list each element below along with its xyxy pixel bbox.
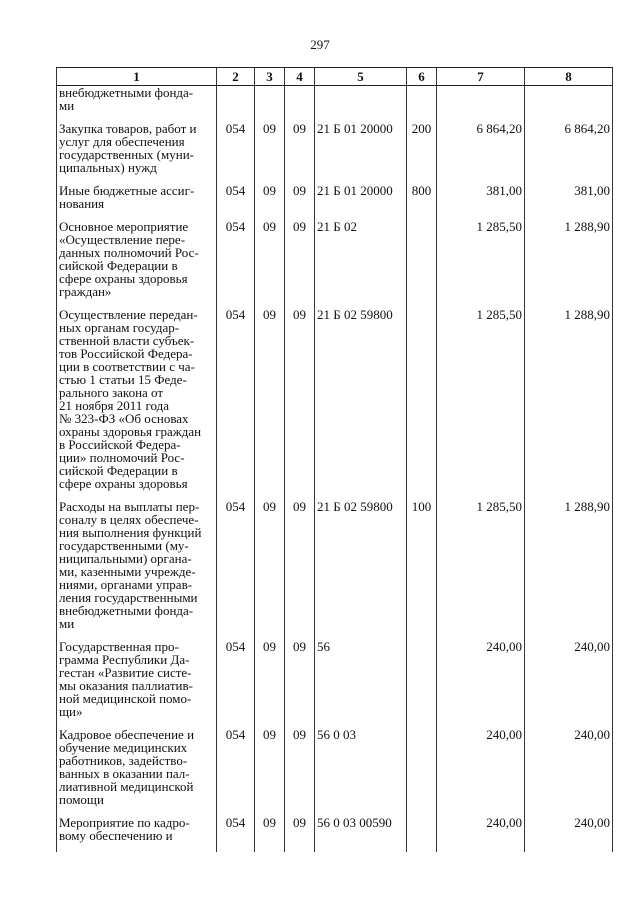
cell-name-line: сфере охраны здоровья [59, 271, 188, 286]
cell-amount-1: 381,00 [437, 184, 525, 210]
table-row [57, 184, 613, 210]
spacer-cell [407, 842, 437, 852]
cell-subsection: 09 [255, 816, 285, 842]
table-body [57, 86, 613, 853]
spacer-cell [407, 806, 437, 816]
cell-expense-type [407, 220, 437, 298]
cell-name-line: № 323-ФЗ «Об основах [59, 411, 189, 426]
cell-name-line: Государственная про- [59, 639, 179, 654]
spacer-cell [437, 842, 525, 852]
cell-name [57, 816, 217, 842]
cell-name-line: вому обеспечению и [59, 828, 173, 843]
cell-name-line: Иные бюджетные ассиг- [59, 183, 195, 198]
cell-subsection-2: 09 [285, 122, 315, 174]
cell-name-line: внебюджетными фонда- [59, 85, 194, 100]
cell-name-line: ми, казенными учрежде- [59, 564, 196, 579]
cell-subsection: 09 [255, 184, 285, 210]
cell-name-line: «Осуществление пере- [59, 232, 186, 247]
cell-amount-2: 1 288,90 [525, 500, 613, 630]
cell-name-line: рального закона от [59, 385, 164, 400]
cell-name-line: Расходы на выплаты пер- [59, 499, 200, 514]
cell-expense-type [407, 728, 437, 806]
cell-name-line: Закупка товаров, работ и [59, 121, 197, 136]
cell-amount-2: 381,00 [525, 184, 613, 210]
cell-name-line: помощи [59, 792, 104, 807]
cell-name [57, 728, 217, 806]
cell-target-code: 56 0 03 00590 [315, 816, 407, 842]
cell-section [217, 86, 255, 113]
cell-name-line: государственными (му- [59, 538, 189, 553]
cell-name-line: гестан «Развитие систе- [59, 665, 192, 680]
cell-subsection: 09 [255, 308, 285, 490]
cell-amount-1 [437, 86, 525, 113]
cell-subsection-2: 09 [285, 500, 315, 630]
header-col-1: 1 [57, 68, 217, 86]
cell-target-code: 21 Б 01 20000 [315, 184, 407, 210]
cell-name-line: ванных в оказании пал- [59, 766, 190, 781]
cell-name-line: ных органам государ- [59, 320, 180, 335]
spacer-cell [315, 842, 407, 852]
table-header [57, 68, 613, 86]
cell-name-line: обучение медицинских [59, 740, 188, 755]
cell-subsection [255, 86, 285, 113]
cell-name-line: ления государственными [59, 590, 198, 605]
cell-section: 054 [217, 122, 255, 174]
cell-name-line: нования [59, 196, 105, 211]
header-col-8: 8 [525, 68, 613, 86]
spacer-cell [525, 842, 613, 852]
page-number: 297 [310, 37, 330, 52]
cell-name-line: стью 1 статьи 15 Феде- [59, 372, 187, 387]
cell-subsection: 09 [255, 728, 285, 806]
cell-name-line: услуг для обеспечения [59, 134, 185, 149]
cell-name-line: ми [59, 98, 75, 113]
header-col-3: 3 [255, 68, 285, 86]
cell-section: 054 [217, 220, 255, 298]
cell-target-code: 21 Б 02 59800 [315, 308, 407, 490]
cell-name-line: данных полномочий Рос- [59, 245, 199, 260]
cell-name-line: 21 ноября 2011 года [59, 398, 170, 413]
row-spacer [57, 842, 613, 852]
cell-name-line: сийской Федерации в [59, 258, 178, 273]
cell-section: 054 [217, 184, 255, 210]
cell-name [57, 86, 217, 113]
cell-name [57, 220, 217, 298]
cell-name-line: тов Российской Федера- [59, 346, 193, 361]
cell-name-line: ципальных) нужд [59, 160, 157, 175]
cell-name-line: ции в соответствии с ча- [59, 359, 195, 374]
cell-name-line: работников, задейство- [59, 753, 188, 768]
cell-amount-2: 1 288,90 [525, 220, 613, 298]
cell-subsection-2: 09 [285, 220, 315, 298]
cell-name-line: ной медицинской помо- [59, 691, 192, 706]
table-row [57, 500, 613, 630]
cell-name [57, 122, 217, 174]
spacer-cell [407, 210, 437, 220]
cell-section: 054 [217, 640, 255, 718]
cell-name-line: ции» полномочий Рос- [59, 450, 185, 465]
cell-name-line: государственных (муни- [59, 147, 194, 162]
spacer-cell [255, 842, 285, 852]
cell-amount-2 [525, 86, 613, 113]
cell-subsection-2: 09 [285, 728, 315, 806]
cell-name-line: лиативной медицинской [59, 779, 194, 794]
cell-subsection-2: 09 [285, 308, 315, 490]
cell-amount-2: 6 864,20 [525, 122, 613, 174]
table-row [57, 728, 613, 806]
cell-name-line: граждан» [59, 284, 112, 299]
cell-name-line: ниципальными) органа- [59, 551, 192, 566]
cell-expense-type [407, 308, 437, 490]
cell-name-line: Мероприятие по кадро- [59, 815, 190, 830]
cell-name-line: сийской Федерации в [59, 463, 178, 478]
cell-amount-2: 240,00 [525, 728, 613, 806]
cell-name-line: мы оказания паллиатив- [59, 678, 193, 693]
header-col-7: 7 [437, 68, 525, 86]
table-row [57, 122, 613, 174]
cell-expense-type: 100 [407, 500, 437, 630]
cell-target-code: 56 [315, 640, 407, 718]
cell-subsection-2 [285, 86, 315, 113]
cell-name-line: ми [59, 616, 75, 631]
cell-name [57, 184, 217, 210]
cell-name-line: в Российской Федера- [59, 437, 181, 452]
spacer-cell [57, 842, 217, 852]
cell-amount-1: 1 285,50 [437, 308, 525, 490]
cell-expense-type [407, 640, 437, 718]
cell-target-code: 21 Б 02 [315, 220, 407, 298]
cell-expense-type [407, 816, 437, 842]
cell-name-line: Осуществление передан- [59, 307, 198, 322]
cell-amount-1: 240,00 [437, 728, 525, 806]
table-row [57, 86, 613, 113]
cell-subsection: 09 [255, 220, 285, 298]
cell-name-line: сфере охраны здоровья [59, 476, 188, 491]
budget-table [56, 67, 613, 852]
table-row [57, 308, 613, 490]
cell-subsection: 09 [255, 640, 285, 718]
table-row [57, 816, 613, 842]
cell-amount-1: 1 285,50 [437, 220, 525, 298]
header-col-2: 2 [217, 68, 255, 86]
spacer-cell [407, 298, 437, 308]
cell-subsection: 09 [255, 500, 285, 630]
cell-subsection: 09 [255, 122, 285, 174]
header-col-5: 5 [315, 68, 407, 86]
cell-subsection-2: 09 [285, 184, 315, 210]
cell-amount-2: 240,00 [525, 640, 613, 718]
cell-name-line: Основное мероприятие [59, 219, 189, 234]
cell-amount-2: 240,00 [525, 816, 613, 842]
cell-target-code [315, 86, 407, 113]
cell-name-line: Кадровое обеспечение и [59, 727, 195, 742]
cell-expense-type: 200 [407, 122, 437, 174]
cell-target-code: 56 0 03 [315, 728, 407, 806]
cell-amount-1: 240,00 [437, 640, 525, 718]
cell-name-line: ниями, органами управ- [59, 577, 193, 592]
cell-name [57, 308, 217, 490]
cell-amount-1: 6 864,20 [437, 122, 525, 174]
cell-amount-2: 1 288,90 [525, 308, 613, 490]
cell-name [57, 640, 217, 718]
cell-name-line: охраны здоровья граждан [59, 424, 202, 439]
cell-name-line: щи» [59, 704, 83, 719]
cell-target-code: 21 Б 02 59800 [315, 500, 407, 630]
cell-subsection-2: 09 [285, 640, 315, 718]
cell-section: 054 [217, 816, 255, 842]
cell-name-line: ния выполнения функций [59, 525, 202, 540]
cell-name-line: грамма Республики Да- [59, 652, 190, 667]
cell-name-line: соналу в целях обеспече- [59, 512, 199, 527]
spacer-cell [285, 842, 315, 852]
cell-target-code: 21 Б 01 20000 [315, 122, 407, 174]
cell-expense-type [407, 86, 437, 113]
table-row [57, 220, 613, 298]
cell-subsection-2: 09 [285, 816, 315, 842]
cell-section: 054 [217, 500, 255, 630]
table-row [57, 640, 613, 718]
cell-amount-1: 1 285,50 [437, 500, 525, 630]
cell-expense-type: 800 [407, 184, 437, 210]
cell-section: 054 [217, 308, 255, 490]
header-col-6: 6 [407, 68, 437, 86]
header-col-4: 4 [285, 68, 315, 86]
spacer-cell [217, 842, 255, 852]
spacer-cell [407, 630, 437, 640]
cell-name-line: ственной власти субъек- [59, 333, 195, 348]
cell-section: 054 [217, 728, 255, 806]
cell-amount-1: 240,00 [437, 816, 525, 842]
cell-name-line: внебюджетными фонда- [59, 603, 194, 618]
cell-name [57, 500, 217, 630]
spacer-cell [407, 718, 437, 728]
